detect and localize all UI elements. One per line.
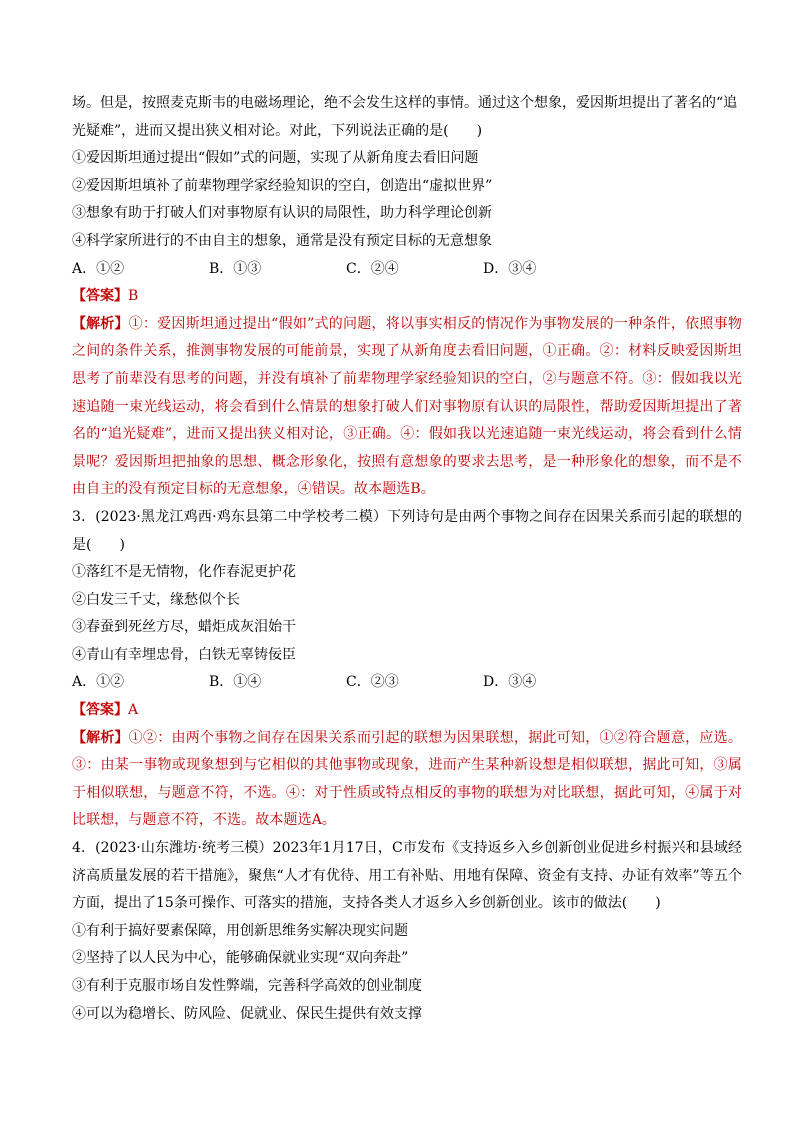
analysis-tag: 【解析】 (72, 315, 129, 332)
statement-item: ③有利于克服市场自发性弊端，完善科学高效的创业制度 (72, 978, 422, 994)
question-stem: 4．(2023·山东潍坊·统考三模）2023年1月17日，C市发布《支持返乡入乡创新创业促进乡村振兴和县域经济高质量发展的若干措施》，聚焦“人才有优待、用工有补贴、用地有保障、资金有支持、办证有效率”等五个方面，提出了15条可操作、可落实的措施，支持各类人才返乡入乡创新创业。该市的做法( ) (72, 840, 742, 912)
statement-item: ④可以为稳增长、防风险、促就业、保民生提供有效支撑 (72, 1005, 422, 1022)
statement-item: ③想象有助于打破人们对事物原有认识的局限性，助力科学理论创新 (72, 205, 492, 222)
statement-item: ②白发三千丈，缘愁似个长 (72, 591, 240, 608)
option-a: A．①② (72, 674, 125, 691)
question-stem-line: 场。但是，按照麦克斯韦的电磁场理论，绝不会发生这样的事情。通过这个想象，爱因斯坦提出了著名的“追 (72, 95, 738, 111)
question-4 (72, 835, 742, 1028)
answer-value: A (128, 702, 139, 719)
option-d: D．③④ (483, 674, 537, 691)
answer-options (72, 669, 742, 697)
statement-item: ②坚持了以人民为中心，能够确保就业实现“双向奔赴” (72, 950, 409, 967)
answer-line (72, 697, 742, 725)
option-a: A．①② (72, 260, 125, 277)
answer-line (72, 283, 742, 311)
option-b: B．①③ (209, 260, 262, 277)
question-2-continued (72, 90, 742, 504)
statement-item: ④科学家所进行的不由自主的想象，通常是没有预定目标的无意想象 (72, 232, 492, 249)
statement-item: ①有利于搞好要素保障，用创新思维务实解决现实问题 (72, 922, 408, 939)
analysis-text: ①②：由两个事物之间存在因果关系而引起的联想为因果联想，据此可知，①②符合题意，应选。③：由某一事物或现象想到与它相似的其他事物或现象，进而产生某种新设想是相似联想，据此可知，③属于相似联想，与题意不符，不选。④：对于性质或特点相反的事物的联想为对比联想，据此可知，④属于对比联想，与题意不符，不选。故本题选A。 (72, 729, 742, 829)
analysis-text: ①：爱因斯坦通过提出“假如”式的问题，将以事实相反的情况作为事物发展的一种条件，依照事物之间的条件关系，推测事物发展的可能前景，实现了从新角度去看旧问题，①正确。②：材料反映爱因斯坦思考了前辈没有思考的问题，并没有填补了前辈物理学家经验知识的空白，②与题意不符。③：假如我以光速追随一束光线运动，将会看到什么情景的想象打破人们对事物原有认识的局限性，帮助爱因斯坦提出了著名的“追光疑难”，进而又提出狭义相对论，③正确。④：假如我以光速追随一束光线运动，将会看到什么情景呢？爱因斯坦把抽象的思想、概念形象化，按照有意想象的要求去思考，是一种形象化的想象，而不是不由自主的没有预定目标的无意想象，④错误。故本题选B。 (72, 315, 742, 498)
answer-options (72, 256, 742, 284)
statement-item: ④青山有幸埋忠骨，白铁无辜铸佞臣 (72, 646, 296, 663)
question-3 (72, 504, 742, 835)
answer-tag: 【答案】 (72, 702, 128, 719)
question-stem-line: 光疑难”，进而又提出狭义相对论。对此，下列说法正确的是( ) (72, 122, 483, 139)
analysis-tag: 【解析】 (72, 729, 129, 746)
analysis-paragraph (72, 311, 742, 504)
answer-value: B (128, 288, 139, 305)
statement-item: ③春蚕到死丝方尽，蜡炬成灰泪始干 (72, 619, 296, 636)
option-b: B．①④ (209, 674, 262, 691)
statement-item: ②爱因斯坦填补了前辈物理学家经验知识的空白，创造出“虚拟世界” (72, 177, 493, 194)
answer-tag: 【答案】 (72, 288, 128, 305)
option-c: C．②③ (346, 674, 399, 691)
statement-item: ①落红不是无情物，化作春泥更护花 (72, 564, 296, 581)
question-stem: 3．(2023·黑龙江鸡西·鸡东县第二中学校考二模）下列诗句是由两个事物之间存在因果关系而引起的联想的是( ) (72, 508, 742, 553)
option-d: D．③④ (483, 260, 537, 277)
option-c: C．②④ (346, 260, 399, 277)
analysis-paragraph (72, 725, 742, 835)
statement-item: ①爱因斯坦通过提出“假如”式的问题，实现了从新角度去看旧问题 (72, 150, 479, 167)
